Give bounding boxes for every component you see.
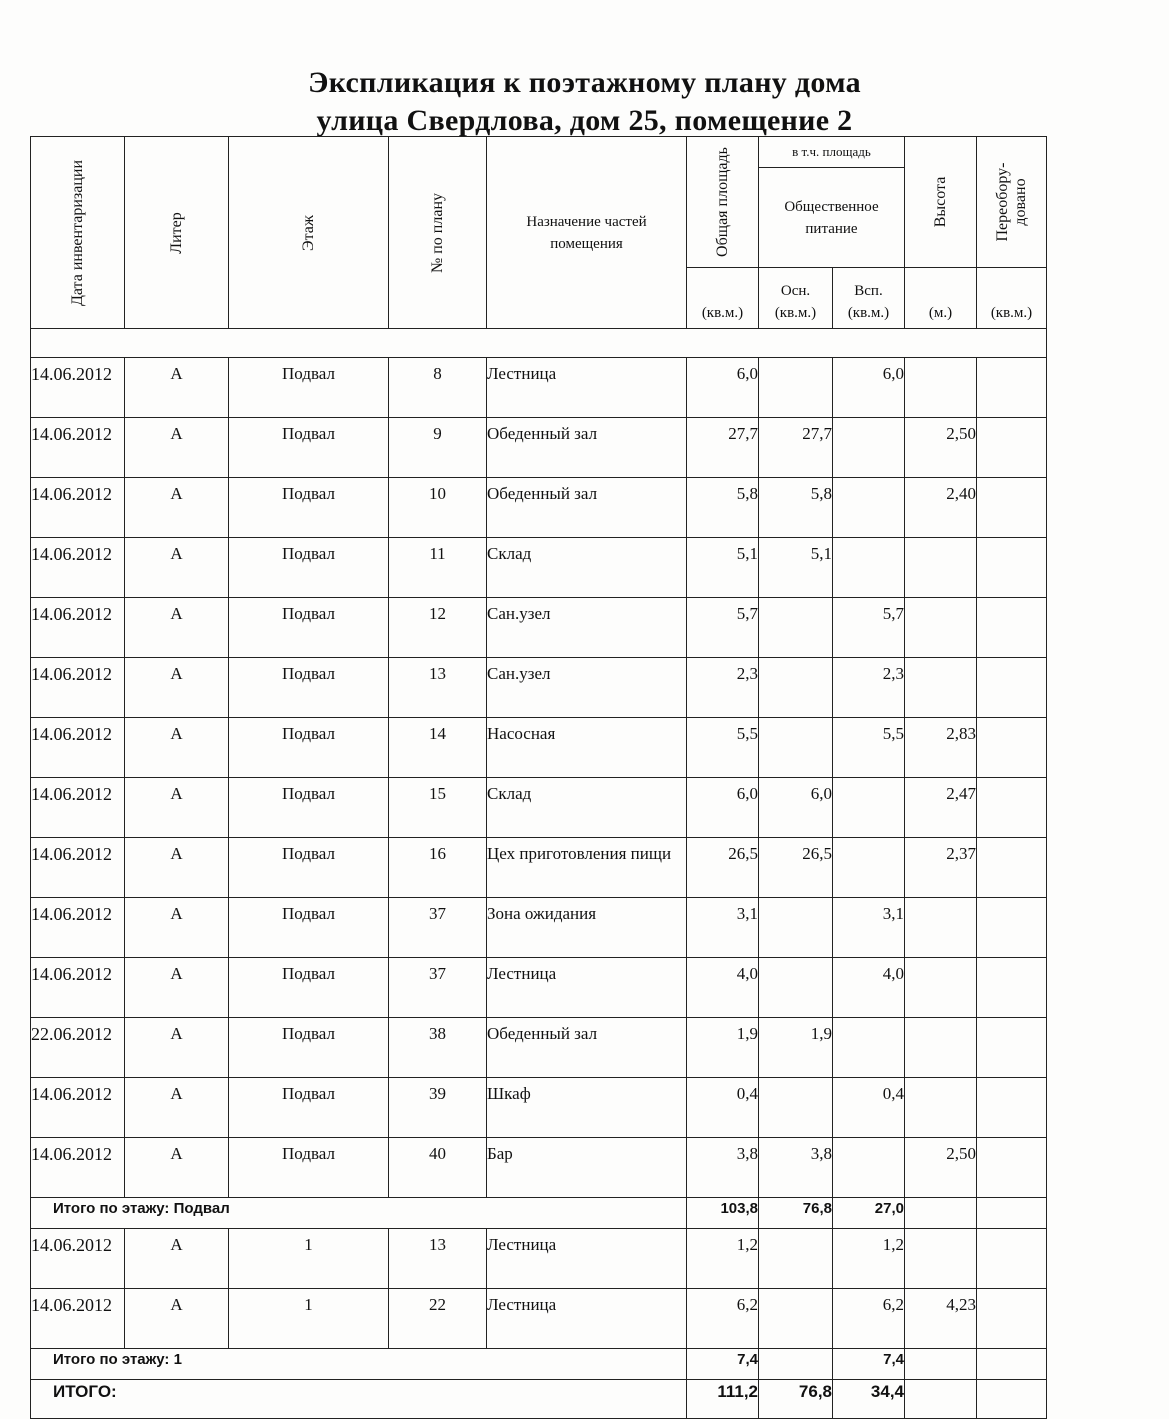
cell-reequipped (977, 658, 1047, 718)
cell-floor: Подвал (229, 1018, 389, 1078)
cell-main-area: 27,7 (759, 418, 833, 478)
explication-table (30, 136, 1047, 1419)
cell-height: 2,47 (905, 778, 977, 838)
subtotal-basement-row (31, 1198, 1047, 1229)
cell-reequipped (977, 1018, 1047, 1078)
total-aux: 27,0 (833, 1198, 905, 1229)
cell-floor: Подвал (229, 838, 389, 898)
cell-liter: А (125, 418, 229, 478)
cell-main-area (759, 1229, 833, 1289)
cell-date: 14.06.2012 (31, 658, 125, 718)
cell-height: 2,50 (905, 1138, 977, 1198)
cell-total-area: 6,0 (687, 358, 759, 418)
header-purpose: Назначение частей помещения (487, 137, 687, 329)
cell-floor: Подвал (229, 1138, 389, 1198)
cell-plan-no: 15 (389, 778, 487, 838)
cell-floor: Подвал (229, 478, 389, 538)
table-row (31, 1229, 1047, 1289)
table-row (31, 838, 1047, 898)
cell-aux-area (833, 1018, 905, 1078)
cell-reequipped (977, 358, 1047, 418)
cell-main-area (759, 1289, 833, 1349)
cell-height (905, 598, 977, 658)
cell-liter: А (125, 898, 229, 958)
cell-aux-area: 4,0 (833, 958, 905, 1018)
cell-purpose: Сан.узел (487, 598, 687, 658)
cell-total-area: 1,2 (687, 1229, 759, 1289)
header-date: Дата инвентаризации (31, 137, 125, 329)
cell-date: 14.06.2012 (31, 838, 125, 898)
cell-floor: Подвал (229, 898, 389, 958)
cell-purpose: Цех приготовления пищи (487, 838, 687, 898)
table-row (31, 1138, 1047, 1198)
cell-liter: А (125, 778, 229, 838)
total-label: Итого по этажу: 1 (31, 1349, 687, 1380)
cell-total-area: 6,0 (687, 778, 759, 838)
cell-main-area: 3,8 (759, 1138, 833, 1198)
cell-height (905, 538, 977, 598)
header-reequipped: Переобору-довано (977, 137, 1047, 268)
cell-liter: А (125, 658, 229, 718)
cell-height (905, 658, 977, 718)
cell-purpose: Лестница (487, 358, 687, 418)
table-row (31, 958, 1047, 1018)
table-row (31, 718, 1047, 778)
total-empty-cell (905, 1349, 977, 1380)
cell-total-area: 1,9 (687, 1018, 759, 1078)
cell-purpose: Лестница (487, 958, 687, 1018)
cell-date: 22.06.2012 (31, 1018, 125, 1078)
cell-total-area: 3,1 (687, 898, 759, 958)
cell-height: 2,83 (905, 718, 977, 778)
header-total-area: Общая площадь (687, 137, 759, 268)
document-title: Экспликация к поэтажному плану дома (308, 66, 861, 99)
cell-liter: А (125, 1138, 229, 1198)
cell-date: 14.06.2012 (31, 718, 125, 778)
cell-date: 14.06.2012 (31, 598, 125, 658)
cell-plan-no: 37 (389, 898, 487, 958)
table-row (31, 538, 1047, 598)
cell-purpose: Сан.узел (487, 658, 687, 718)
header-aux: Всп. (кв.м.) (833, 268, 905, 329)
header-liter: Литер (125, 137, 229, 329)
cell-plan-no: 8 (389, 358, 487, 418)
cell-purpose: Склад (487, 778, 687, 838)
cell-plan-no: 22 (389, 1289, 487, 1349)
total-empty-cell (977, 1349, 1047, 1380)
table-row (31, 478, 1047, 538)
unit-reequipped: (кв.м.) (977, 268, 1047, 329)
total-main: 76,8 (759, 1198, 833, 1229)
cell-liter: А (125, 1018, 229, 1078)
cell-main-area: 1,9 (759, 1018, 833, 1078)
cell-liter: А (125, 358, 229, 418)
total-label: Итого по этажу: Подвал (31, 1198, 687, 1229)
cell-purpose: Бар (487, 1138, 687, 1198)
cell-date: 14.06.2012 (31, 1289, 125, 1349)
cell-aux-area (833, 478, 905, 538)
document-subtitle: улица Свердлова, дом 25, помещение 2 (316, 104, 853, 137)
total-empty-cell (977, 1380, 1047, 1419)
cell-height (905, 1229, 977, 1289)
cell-liter: А (125, 1229, 229, 1289)
cell-reequipped (977, 718, 1047, 778)
grand-total-row (31, 1380, 1047, 1419)
cell-total-area: 27,7 (687, 418, 759, 478)
unit-height: (м.) (905, 268, 977, 329)
cell-total-area: 26,5 (687, 838, 759, 898)
cell-purpose: Лестница (487, 1229, 687, 1289)
cell-reequipped (977, 598, 1047, 658)
cell-reequipped (977, 1138, 1047, 1198)
table-row (31, 598, 1047, 658)
cell-aux-area: 6,2 (833, 1289, 905, 1349)
cell-purpose: Зона ожидания (487, 898, 687, 958)
header-main: Осн. (кв.м.) (759, 268, 833, 329)
cell-plan-no: 13 (389, 658, 487, 718)
header-plan-no: № по плану (389, 137, 487, 329)
cell-aux-area: 6,0 (833, 358, 905, 418)
cell-liter: А (125, 958, 229, 1018)
cell-floor: Подвал (229, 658, 389, 718)
header-floor: Этаж (229, 137, 389, 329)
cell-date: 14.06.2012 (31, 898, 125, 958)
total-main (759, 1349, 833, 1380)
cell-purpose: Обеденный зал (487, 1018, 687, 1078)
cell-floor: Подвал (229, 538, 389, 598)
header-incl-area: в т.ч. площадь (759, 137, 905, 168)
cell-height (905, 958, 977, 1018)
cell-floor: 1 (229, 1289, 389, 1349)
cell-main-area (759, 658, 833, 718)
cell-reequipped (977, 1229, 1047, 1289)
cell-plan-no: 16 (389, 838, 487, 898)
total-aux: 7,4 (833, 1349, 905, 1380)
cell-aux-area: 5,5 (833, 718, 905, 778)
cell-aux-area: 1,2 (833, 1229, 905, 1289)
table-row (31, 658, 1047, 718)
cell-purpose: Насосная (487, 718, 687, 778)
cell-reequipped (977, 958, 1047, 1018)
total-aux: 34,4 (833, 1380, 905, 1419)
cell-purpose: Шкаф (487, 1078, 687, 1138)
cell-total-area: 3,8 (687, 1138, 759, 1198)
cell-aux-area: 5,7 (833, 598, 905, 658)
total-main: 76,8 (759, 1380, 833, 1419)
table-row (31, 358, 1047, 418)
total-empty-cell (905, 1198, 977, 1229)
cell-height (905, 358, 977, 418)
cell-liter: А (125, 838, 229, 898)
header-height: Высота (905, 137, 977, 268)
cell-total-area: 4,0 (687, 958, 759, 1018)
cell-plan-no: 9 (389, 418, 487, 478)
subtotal-floor1-row (31, 1349, 1047, 1380)
header-public-catering: Общественное питание (759, 168, 905, 268)
cell-date: 14.06.2012 (31, 418, 125, 478)
cell-liter: А (125, 478, 229, 538)
table-row (31, 1289, 1047, 1349)
cell-liter: А (125, 718, 229, 778)
cell-date: 14.06.2012 (31, 538, 125, 598)
cell-plan-no: 13 (389, 1229, 487, 1289)
total-label: ИТОГО: (31, 1380, 687, 1419)
cell-main-area (759, 718, 833, 778)
header-spacer-row (31, 329, 1047, 358)
cell-purpose: Обеденный зал (487, 418, 687, 478)
total-empty-cell (977, 1198, 1047, 1229)
cell-total-area: 2,3 (687, 658, 759, 718)
cell-main-area: 5,1 (759, 538, 833, 598)
total-area: 111,2 (687, 1380, 759, 1419)
cell-main-area: 6,0 (759, 778, 833, 838)
cell-floor: Подвал (229, 358, 389, 418)
cell-reequipped (977, 538, 1047, 598)
cell-date: 14.06.2012 (31, 958, 125, 1018)
cell-date: 14.06.2012 (31, 778, 125, 838)
cell-total-area: 5,5 (687, 718, 759, 778)
cell-purpose: Склад (487, 538, 687, 598)
cell-plan-no: 37 (389, 958, 487, 1018)
unit-total-area: (кв.м.) (687, 268, 759, 329)
cell-liter: А (125, 1289, 229, 1349)
cell-floor: Подвал (229, 1078, 389, 1138)
cell-floor: Подвал (229, 598, 389, 658)
cell-height (905, 1018, 977, 1078)
cell-date: 14.06.2012 (31, 478, 125, 538)
cell-main-area (759, 898, 833, 958)
cell-total-area: 0,4 (687, 1078, 759, 1138)
cell-plan-no: 40 (389, 1138, 487, 1198)
cell-plan-no: 38 (389, 1018, 487, 1078)
cell-purpose: Лестница (487, 1289, 687, 1349)
cell-floor: Подвал (229, 418, 389, 478)
cell-main-area (759, 1078, 833, 1138)
total-area: 103,8 (687, 1198, 759, 1229)
cell-reequipped (977, 478, 1047, 538)
cell-floor: Подвал (229, 718, 389, 778)
cell-date: 14.06.2012 (31, 1229, 125, 1289)
cell-main-area (759, 358, 833, 418)
cell-main-area (759, 598, 833, 658)
cell-height (905, 898, 977, 958)
cell-main-area: 26,5 (759, 838, 833, 898)
cell-reequipped (977, 1289, 1047, 1349)
cell-height: 2,37 (905, 838, 977, 898)
cell-reequipped (977, 778, 1047, 838)
cell-height: 2,50 (905, 418, 977, 478)
total-area: 7,4 (687, 1349, 759, 1380)
table-row (31, 1078, 1047, 1138)
cell-height: 4,23 (905, 1289, 977, 1349)
cell-total-area: 5,1 (687, 538, 759, 598)
cell-liter: А (125, 1078, 229, 1138)
cell-main-area: 5,8 (759, 478, 833, 538)
cell-aux-area (833, 778, 905, 838)
cell-total-area: 6,2 (687, 1289, 759, 1349)
cell-main-area (759, 958, 833, 1018)
cell-height (905, 1078, 977, 1138)
table-row (31, 1018, 1047, 1078)
table-row (31, 418, 1047, 478)
cell-floor: Подвал (229, 778, 389, 838)
cell-plan-no: 11 (389, 538, 487, 598)
cell-purpose: Обеденный зал (487, 478, 687, 538)
cell-height: 2,40 (905, 478, 977, 538)
cell-aux-area (833, 838, 905, 898)
cell-plan-no: 14 (389, 718, 487, 778)
total-empty-cell (905, 1380, 977, 1419)
table-row (31, 778, 1047, 838)
cell-liter: А (125, 598, 229, 658)
cell-date: 14.06.2012 (31, 1078, 125, 1138)
cell-reequipped (977, 418, 1047, 478)
cell-reequipped (977, 898, 1047, 958)
cell-plan-no: 12 (389, 598, 487, 658)
cell-reequipped (977, 838, 1047, 898)
cell-total-area: 5,7 (687, 598, 759, 658)
cell-aux-area (833, 538, 905, 598)
cell-reequipped (977, 1078, 1047, 1138)
cell-plan-no: 39 (389, 1078, 487, 1138)
cell-date: 14.06.2012 (31, 1138, 125, 1198)
cell-total-area: 5,8 (687, 478, 759, 538)
cell-aux-area (833, 418, 905, 478)
cell-floor: 1 (229, 1229, 389, 1289)
cell-aux-area: 3,1 (833, 898, 905, 958)
cell-plan-no: 10 (389, 478, 487, 538)
cell-floor: Подвал (229, 958, 389, 1018)
cell-aux-area (833, 1138, 905, 1198)
cell-liter: А (125, 538, 229, 598)
cell-date: 14.06.2012 (31, 358, 125, 418)
table-row (31, 898, 1047, 958)
cell-aux-area: 0,4 (833, 1078, 905, 1138)
cell-aux-area: 2,3 (833, 658, 905, 718)
